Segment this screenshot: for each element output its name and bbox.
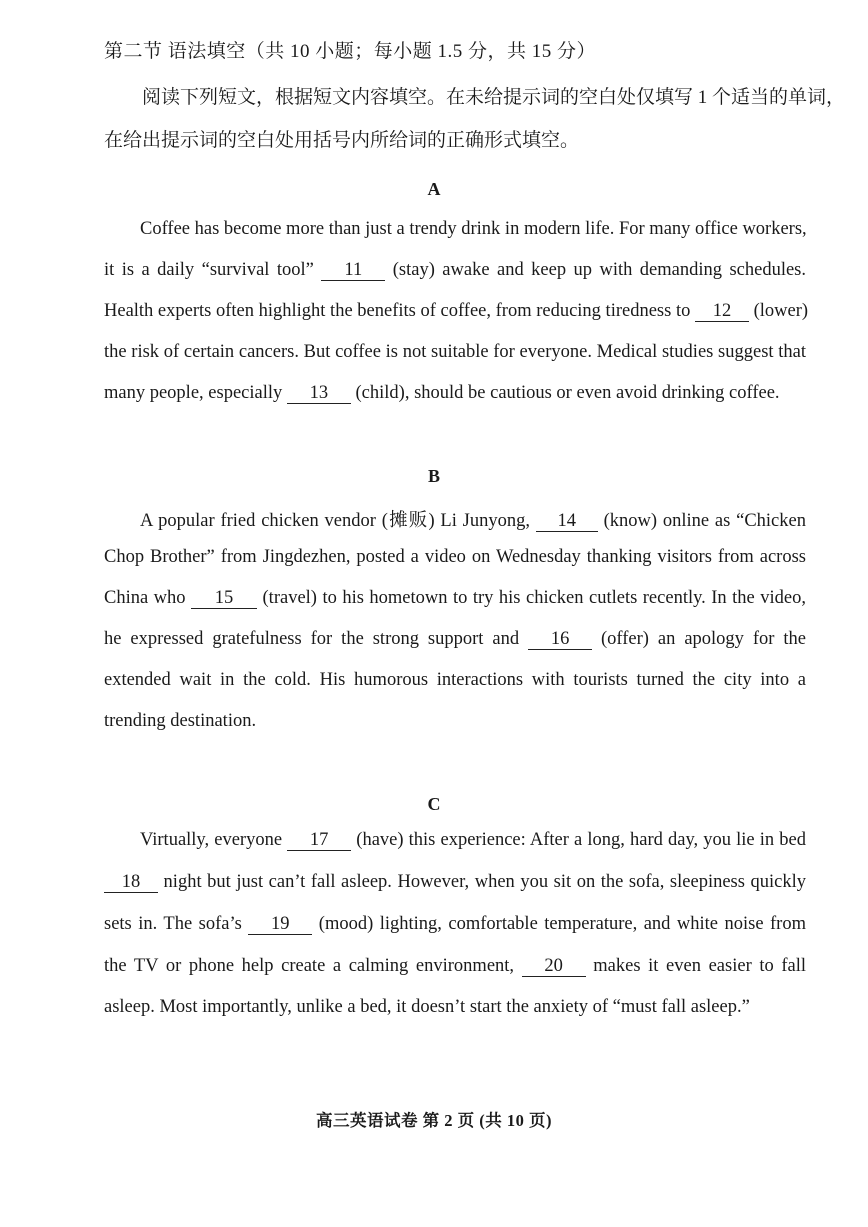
answer-blank[interactable]: 17 (287, 831, 351, 851)
text: sets in. The sofa’s (104, 914, 249, 934)
answer-blank[interactable]: 13 (287, 384, 351, 404)
text: Virtually, everyone (140, 830, 288, 850)
text: he expressed gratefulness for the strong support and (104, 629, 529, 649)
answer-blank[interactable]: 15 (191, 589, 257, 609)
passage-b-line (104, 629, 806, 650)
passage-a-line (104, 219, 806, 240)
section-title: 第二节 语法填空（共 10 小题；每小题 1.5 分，共 15 分） (104, 41, 597, 62)
text: (child), should be cautious or even avoid drinking coffee. (350, 383, 780, 403)
answer-blank[interactable]: 16 (528, 630, 592, 650)
text: (know) online as “Chicken (597, 511, 806, 531)
passage-a-line (104, 260, 806, 281)
text: many people, especially (104, 383, 287, 403)
text: (have) this experience: After a long, hard day, you lie in bed (351, 830, 806, 850)
text: Health experts often highlight the benefits of coffee, from reducing tiredness to (104, 301, 695, 321)
answer-blank[interactable]: 18 (104, 873, 158, 893)
text: Coffee has become more than just a trendy drink in modern life. For many office workers, (140, 219, 807, 239)
passage-a-heading: A (427, 179, 441, 199)
passage-b-line (104, 711, 806, 732)
answer-blank[interactable]: 11 (321, 261, 385, 281)
instruction-line: 在给出提示词的空白处用括号内所给词的正确形式填空。 (104, 130, 580, 151)
text: Chop Brother” from Jingdezhen, posted a video on Wednesday thanking visitors from across (104, 547, 806, 567)
passage-c-line (104, 872, 806, 893)
text: (travel) to his hometown to try his chicken cutlets recently. In the video, (257, 588, 806, 608)
text: (offer) an apology for the (592, 629, 806, 649)
text: (mood) lighting, comfortable temperature, and white noise from (312, 914, 806, 934)
passage-c-line (104, 914, 806, 935)
passage-b-line (104, 547, 806, 568)
text: extended wait in the cold. His humorous interactions with tourists turned the city into a (104, 670, 806, 690)
text: (stay) awake and keep up with demanding schedules. (385, 260, 806, 280)
passage-c-line (104, 997, 806, 1018)
text: (lower) (748, 301, 809, 321)
passage-c-line (104, 830, 806, 851)
passage-a-line (104, 301, 809, 322)
text: trending destination. (104, 711, 257, 731)
passage-b-line (104, 588, 806, 609)
text: it is a daily “survival tool” (104, 260, 322, 280)
instruction-line: 阅读下列短文，根据短文内容填空。在未给提示词的空白处仅填写 1 个适当的单词， (142, 87, 846, 108)
text: makes it even easier to fall (585, 956, 806, 976)
passage-a-line (104, 383, 806, 404)
text: the risk of certain cancers. But coffee is not suitable for everyone. Medical studies suggest that (104, 342, 806, 362)
answer-blank[interactable]: 14 (536, 512, 598, 532)
text: asleep. Most importantly, unlike a bed, it doesn’t start the anxiety of “must fall asleep.” (104, 997, 750, 1017)
answer-blank[interactable]: 19 (248, 915, 312, 935)
page-footer: 高三英语试卷 第 2 页 (共 10 页) (316, 1111, 552, 1130)
answer-blank[interactable]: 12 (695, 302, 749, 322)
passage-c-heading: C (427, 794, 441, 814)
text: A popular fried chicken vendor (摊贩) Li Junyong, (140, 511, 536, 531)
passage-b-heading: B (427, 466, 440, 486)
passage-c-line (104, 956, 806, 977)
text: night but just can’t fall asleep. However, when you sit on the sofa, sleepiness quickly (158, 872, 806, 892)
passage-a-line (104, 342, 806, 363)
text: the TV or phone help create a calming environment, (104, 956, 522, 976)
passage-b-line (104, 506, 806, 532)
passage-b-line (104, 670, 806, 691)
text: China who (104, 588, 192, 608)
answer-blank[interactable]: 20 (522, 957, 586, 977)
